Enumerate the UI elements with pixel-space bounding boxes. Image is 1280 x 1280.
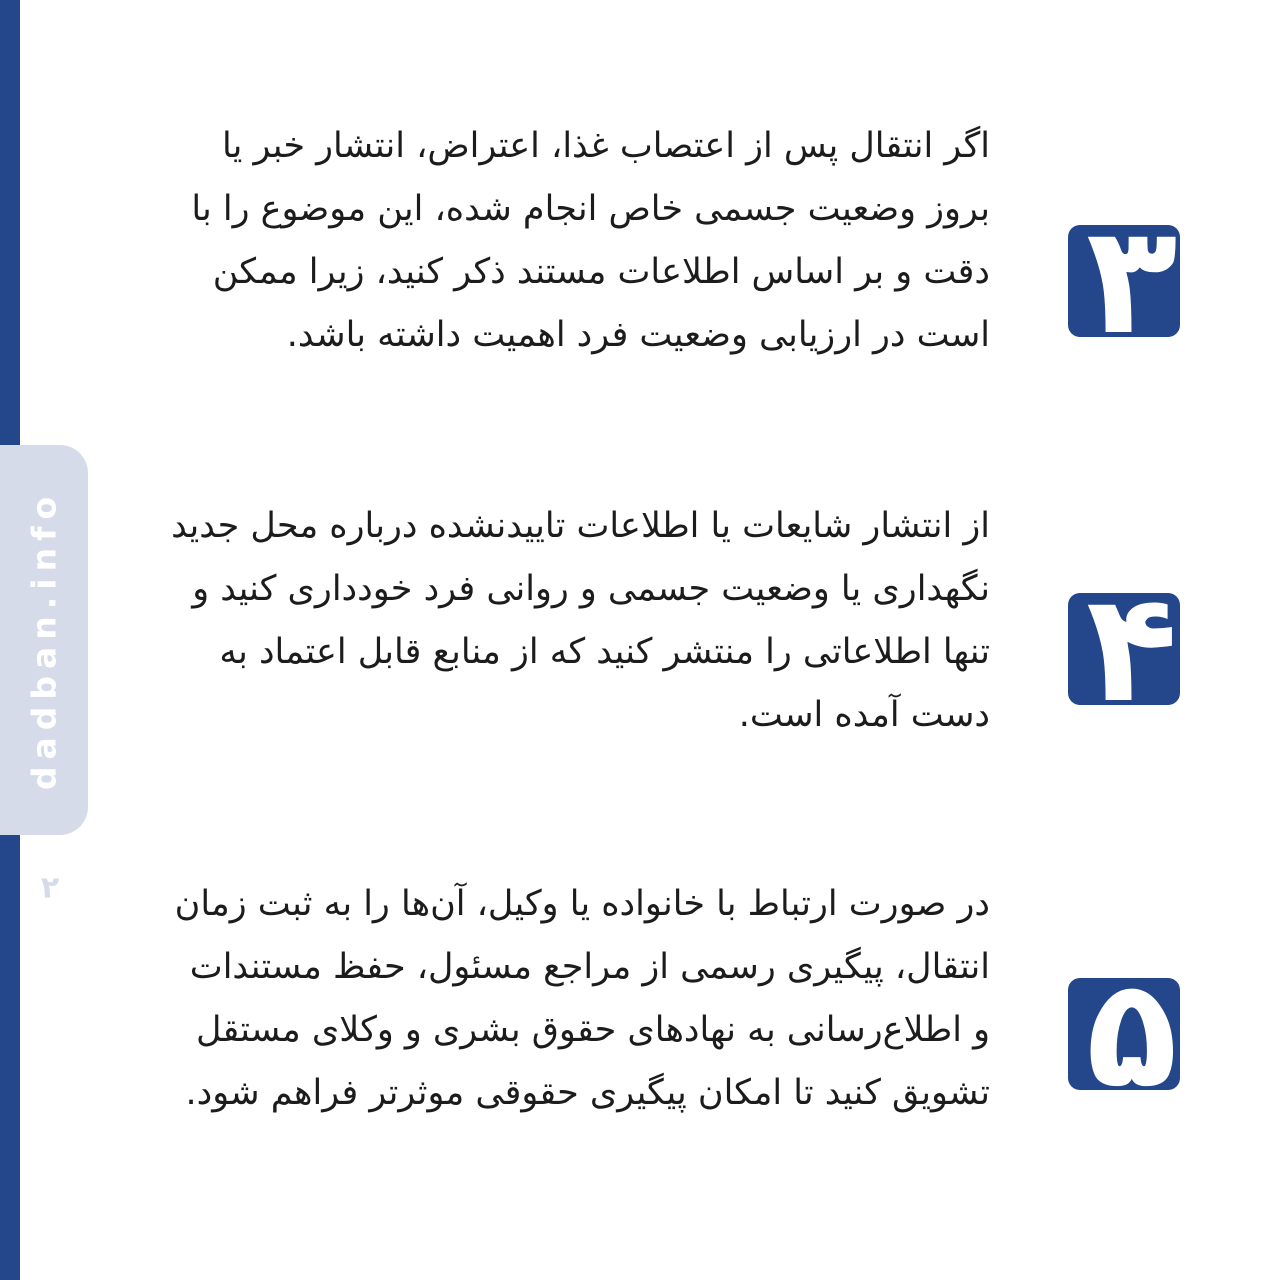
item-number: ۳	[1086, 225, 1178, 337]
item-text: از انتشار شایعات یا اطلاعات تاییدنشده درباره محل جدید نگهداری یا وضعیت جسمی و روانی فرد خودداری کنید و تنها اطلاعاتی را منتشر کنید که از منابع قابل اعتماد به دست آمده است.	[171, 506, 990, 735]
item-number: ۵	[1086, 978, 1178, 1090]
list-item	[170, 115, 1180, 445]
item-number-badge	[1068, 978, 1180, 1090]
page-number: ۲	[40, 870, 60, 906]
item-text: در صورت ارتباط با خانواده یا وکیل، آن‌ها را به ثبت زمان انتقال، پیگیری رسمی از مراجع مسئول، حفظ مستندات و اطلاع‌رسانی به نهادهای حقوق بشری و وکلای مستقل تشویق کنید تا امکان پیگیری حقوقی موثرتر فراهم شود.	[174, 884, 990, 1113]
side-brand-label: dadban.info	[24, 489, 64, 791]
item-number-badge	[1068, 593, 1180, 705]
item-text: اگر انتقال پس از اعتصاب غذا، اعتراض، انتشار خبر یا بروز وضعیت جسمی خاص انجام شده، این موضوع را با دقت و بر اساس اطلاعات مستند ذکر کنید، زیرا ممکن است در ارزیابی وضعیت فرد اهمیت داشته باشد.	[191, 126, 990, 355]
list-item	[170, 873, 1180, 1203]
item-number: ۴	[1086, 593, 1178, 705]
list-item	[170, 495, 1180, 815]
item-number-badge	[1068, 225, 1180, 337]
